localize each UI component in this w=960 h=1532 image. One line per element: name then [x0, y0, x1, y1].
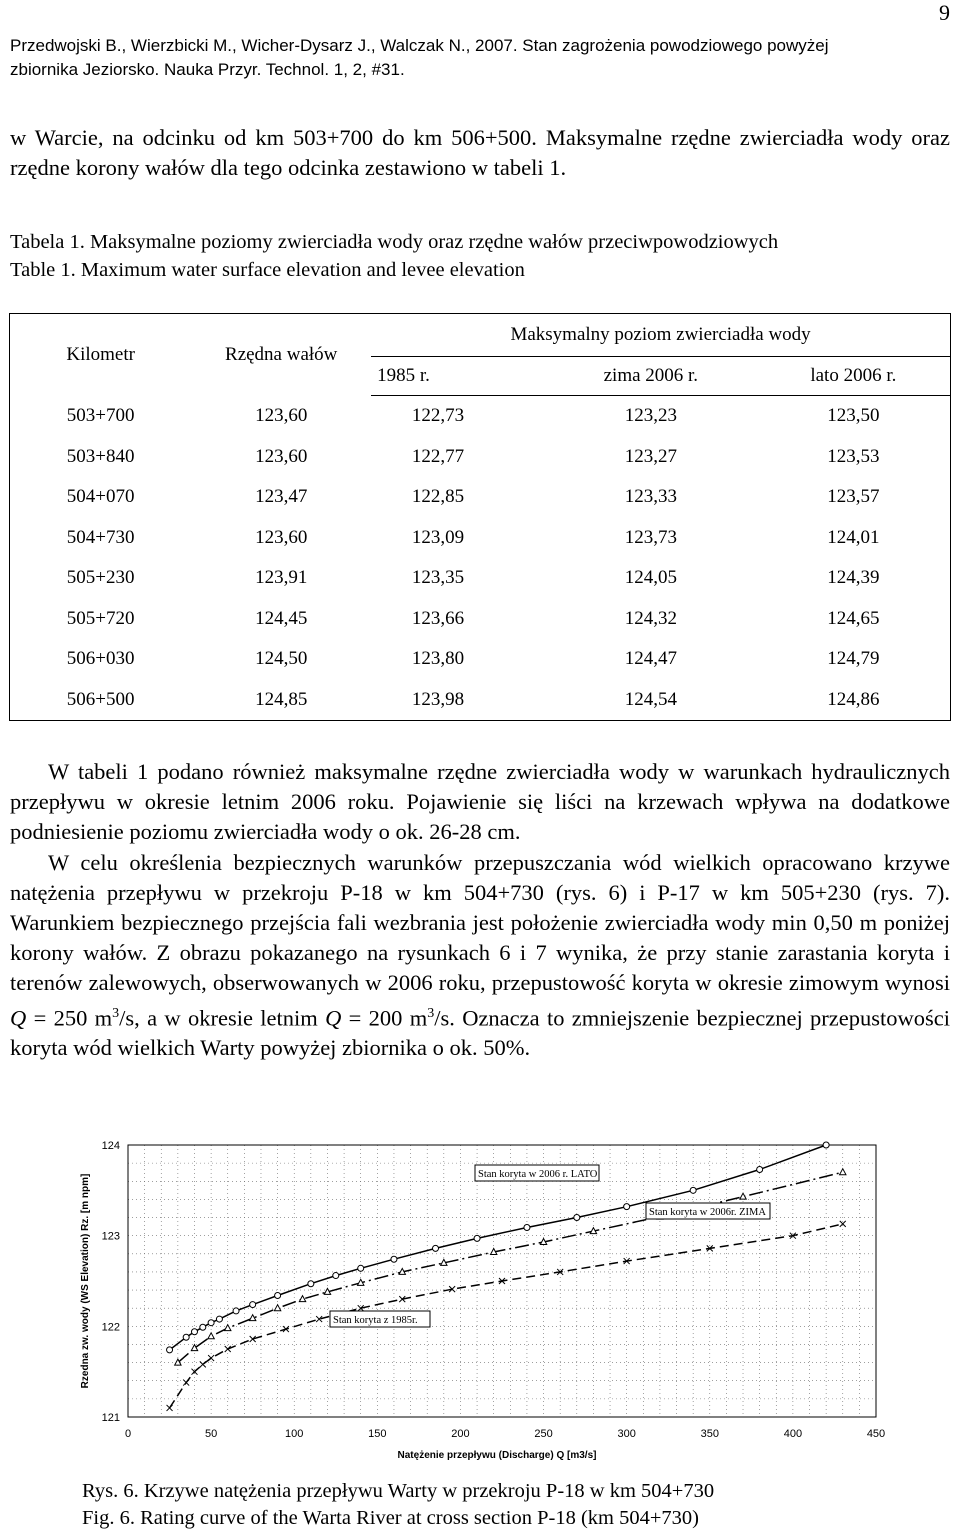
cell-summer: 123,57 [827, 486, 880, 508]
cell-summer: 124,01 [827, 526, 880, 548]
page-number: 9 [939, 0, 950, 25]
data-point-circle [216, 1316, 222, 1322]
x-tick-label: 450 [866, 1428, 886, 1440]
table-caption-pl: Tabela 1. Maksymalne poziomy zwierciadła wody oraz rzędne wałów przeciwpowodziowych [10, 231, 779, 253]
x-tick-label: 400 [783, 1428, 803, 1440]
data-point-cross [225, 1346, 231, 1352]
data-point-circle [233, 1308, 239, 1314]
y-tick-label: 122 [101, 1321, 120, 1334]
cell-levee: 124,45 [255, 607, 308, 629]
header-winter-2006: zima 2006 r. [545, 357, 757, 396]
data-point-triangle [208, 1333, 214, 1339]
cell-kilometr: 504+070 [66, 486, 135, 508]
cell-1985: 122,73 [411, 405, 465, 427]
x-tick-label: 250 [534, 1428, 553, 1440]
citation-header: Przedwojski B., Wierzbicki M., Wicher-Dysarz J., Walczak N., 2007. Stan zagrożenia powodziowego powyżej zbiornika Jeziorsko. Nauka Przyr. Technol. 1, 2, #31. [10, 36, 829, 79]
data-point-triangle [191, 1345, 197, 1351]
cell-levee: 123,60 [255, 526, 308, 548]
data-point-circle [524, 1225, 530, 1231]
body-paragraph-1: W tabeli 1 podano również maksymalne rzędne zwierciadła wody w warunkach hydraulicznych przepływu w okresie letnim 2006 roku. Pojawienie się liści na krzewach wpływa na dodatkowe podniesienie poziomu zwierciadła wody o ok. 26-28 cm. [10, 759, 950, 845]
cell-winter: 124,05 [624, 567, 677, 589]
data-point-circle [574, 1215, 580, 1221]
table-row [10, 599, 951, 640]
header-kilometr: Kilometr [66, 343, 135, 365]
data-point-circle [690, 1187, 696, 1193]
header-rzedna-walow: Rzędna wałów [225, 343, 338, 365]
y-tick-label: 123 [101, 1230, 120, 1243]
cell-winter: 124,54 [624, 688, 677, 710]
cell-kilometr: 505+720 [66, 607, 135, 629]
cell-winter: 124,32 [624, 607, 677, 629]
cell-summer: 124,86 [827, 688, 880, 710]
annotation-label: Stan koryta z 1985r. [333, 1315, 418, 1326]
data-point-circle [433, 1245, 439, 1251]
data-point-circle [333, 1273, 339, 1279]
header-max-level: Maksymalny poziom zwierciadła wody [371, 314, 950, 357]
cell-1985: 123,80 [411, 648, 465, 670]
data-point-circle [391, 1256, 397, 1262]
cell-summer: 123,50 [827, 405, 880, 427]
data-point-cross [208, 1355, 214, 1361]
cell-winter: 123,23 [624, 405, 677, 427]
annotation-label: Stan koryta w 2006r. ZIMA [649, 1207, 766, 1218]
data-point-circle [275, 1293, 281, 1299]
cell-1985: 122,85 [411, 486, 465, 508]
cell-1985: 123,35 [411, 567, 465, 589]
cell-levee: 123,60 [255, 445, 308, 467]
x-tick-label: 100 [285, 1428, 304, 1440]
header-1985: 1985 r. [371, 357, 545, 396]
intro-paragraph: w Warcie, na odcinku od km 503+700 do km 506+500. Maksymalne rzędne zwierciadła wody oraz rzędne korony wałów dla tego odcinka zestawiono w tabeli 1. [10, 125, 950, 180]
cell-levee: 124,85 [255, 688, 308, 710]
figure-caption-en: Fig. 6. Rating curve of the Warta River at cross section P-18 (km 504+730) [82, 1507, 700, 1529]
cell-winter: 124,47 [624, 648, 677, 670]
table-caption-en: Table 1. Maximum water surface elevation and levee elevation [10, 259, 525, 281]
data-point-circle [167, 1347, 173, 1353]
x-tick-label: 300 [617, 1428, 636, 1440]
cell-summer: 124,39 [827, 567, 880, 589]
cell-summer: 124,79 [827, 648, 880, 670]
cell-kilometr: 506+030 [66, 648, 135, 670]
cell-1985: 122,77 [411, 445, 465, 467]
data-point-cross [200, 1361, 206, 1367]
cell-levee: 123,60 [255, 405, 308, 426]
x-axis-title: Natężenie przepływu (Discharge) Q [m3/s] [397, 1450, 597, 1461]
data-point-circle [308, 1281, 314, 1287]
table-row [10, 477, 951, 518]
cell-kilometr: 505+230 [66, 567, 135, 589]
header-summer-2006: lato 2006 r. [757, 357, 951, 396]
cell-kilometr: 503+840 [66, 445, 135, 467]
data-point-circle [208, 1320, 214, 1326]
cell-kilometr: 504+730 [66, 526, 135, 548]
cell-summer: 123,53 [827, 445, 880, 467]
data-point-circle [200, 1324, 206, 1330]
x-tick-label: 350 [700, 1428, 719, 1440]
data-point-triangle [274, 1305, 280, 1311]
cell-kilometr: 506+500 [66, 688, 135, 710]
data-point-triangle [225, 1325, 231, 1331]
body-text [10, 757, 950, 1064]
data-point-circle [823, 1142, 829, 1148]
cell-winter: 123,33 [624, 486, 677, 508]
data-point-cross [183, 1380, 189, 1386]
x-tick-label: 150 [368, 1428, 387, 1440]
data-point-triangle [299, 1296, 305, 1302]
data-table [9, 313, 951, 721]
cell-winter: 123,27 [624, 445, 677, 467]
chart-series [167, 1142, 846, 1411]
cell-1985: 123,98 [411, 688, 465, 710]
data-point-circle [250, 1302, 256, 1308]
table-row [10, 396, 951, 437]
y-tick-label: 121 [101, 1412, 120, 1424]
data-point-circle [358, 1265, 364, 1271]
data-point-circle [624, 1204, 630, 1210]
body-paragraph-2: W celu określenia bezpiecznych warunków przepuszczania wód wielkich opracowano krzywe natężenia przepływu w przekroju P-18 w km 504+730 (rys. 6) i P-17 w km 505+230 (rys. 7). Warunkiem bezpiecznego przejścia fali wezbrania jest położenie zwierciadła wody min 0,50 m poniżej korony wałów. Z obrazu pokazanego na rysunkach 6 i 7 wynika, że przy stanie zarastania koryta i terenów zalewowych, obserwowanych w 2006 roku, przepustowość koryta w okresie zimowym wynosi Q = 250 $m^3/s$, a w okresie letnim Q = 200 $m^3/s$. Oznacza to zmniejszenie bezpiecznej przepustowości koryta wód wielkich Warty powyżej zbiornika o ok. 50%. [10, 849, 950, 1061]
cell-levee: 123,91 [255, 567, 308, 589]
cell-kilometr: 503+700 [66, 405, 135, 426]
data-point-cross [167, 1405, 173, 1411]
y-tick-label: 124 [101, 1140, 120, 1152]
table-row [10, 518, 951, 559]
table-row [10, 437, 951, 478]
y-axis-title: Rzedna zw. wody (WS Elevation) Rz. [m npm] [80, 1173, 91, 1389]
cell-levee: 123,47 [255, 486, 308, 508]
x-tick-label: 200 [451, 1428, 470, 1440]
cell-summer: 124,65 [827, 607, 880, 629]
annotation-label: Stan koryta w 2006 r. LATO [478, 1169, 598, 1180]
figure-caption-pl: Rys. 6. Krzywe natężenia przepływu Warty w przekroju P-18 w km 504+730 [82, 1480, 715, 1502]
data-point-circle [757, 1166, 763, 1172]
rating-curve-chart [0, 1125, 960, 1465]
series-line [170, 1224, 843, 1408]
data-point-triangle [840, 1169, 846, 1175]
data-point-circle [474, 1235, 480, 1241]
series-line [178, 1172, 843, 1362]
table-row [10, 680, 951, 721]
table-row [10, 639, 951, 680]
cell-1985: 123,09 [411, 526, 465, 548]
cell-winter: 123,73 [624, 526, 677, 548]
x-tick-label: 50 [204, 1428, 218, 1440]
cell-1985: 123,66 [411, 607, 465, 629]
cell-levee: 124,50 [255, 648, 308, 670]
table-row [10, 558, 951, 599]
x-tick-label: 0 [124, 1428, 132, 1440]
data-point-circle [183, 1334, 189, 1340]
data-point-circle [191, 1329, 197, 1335]
